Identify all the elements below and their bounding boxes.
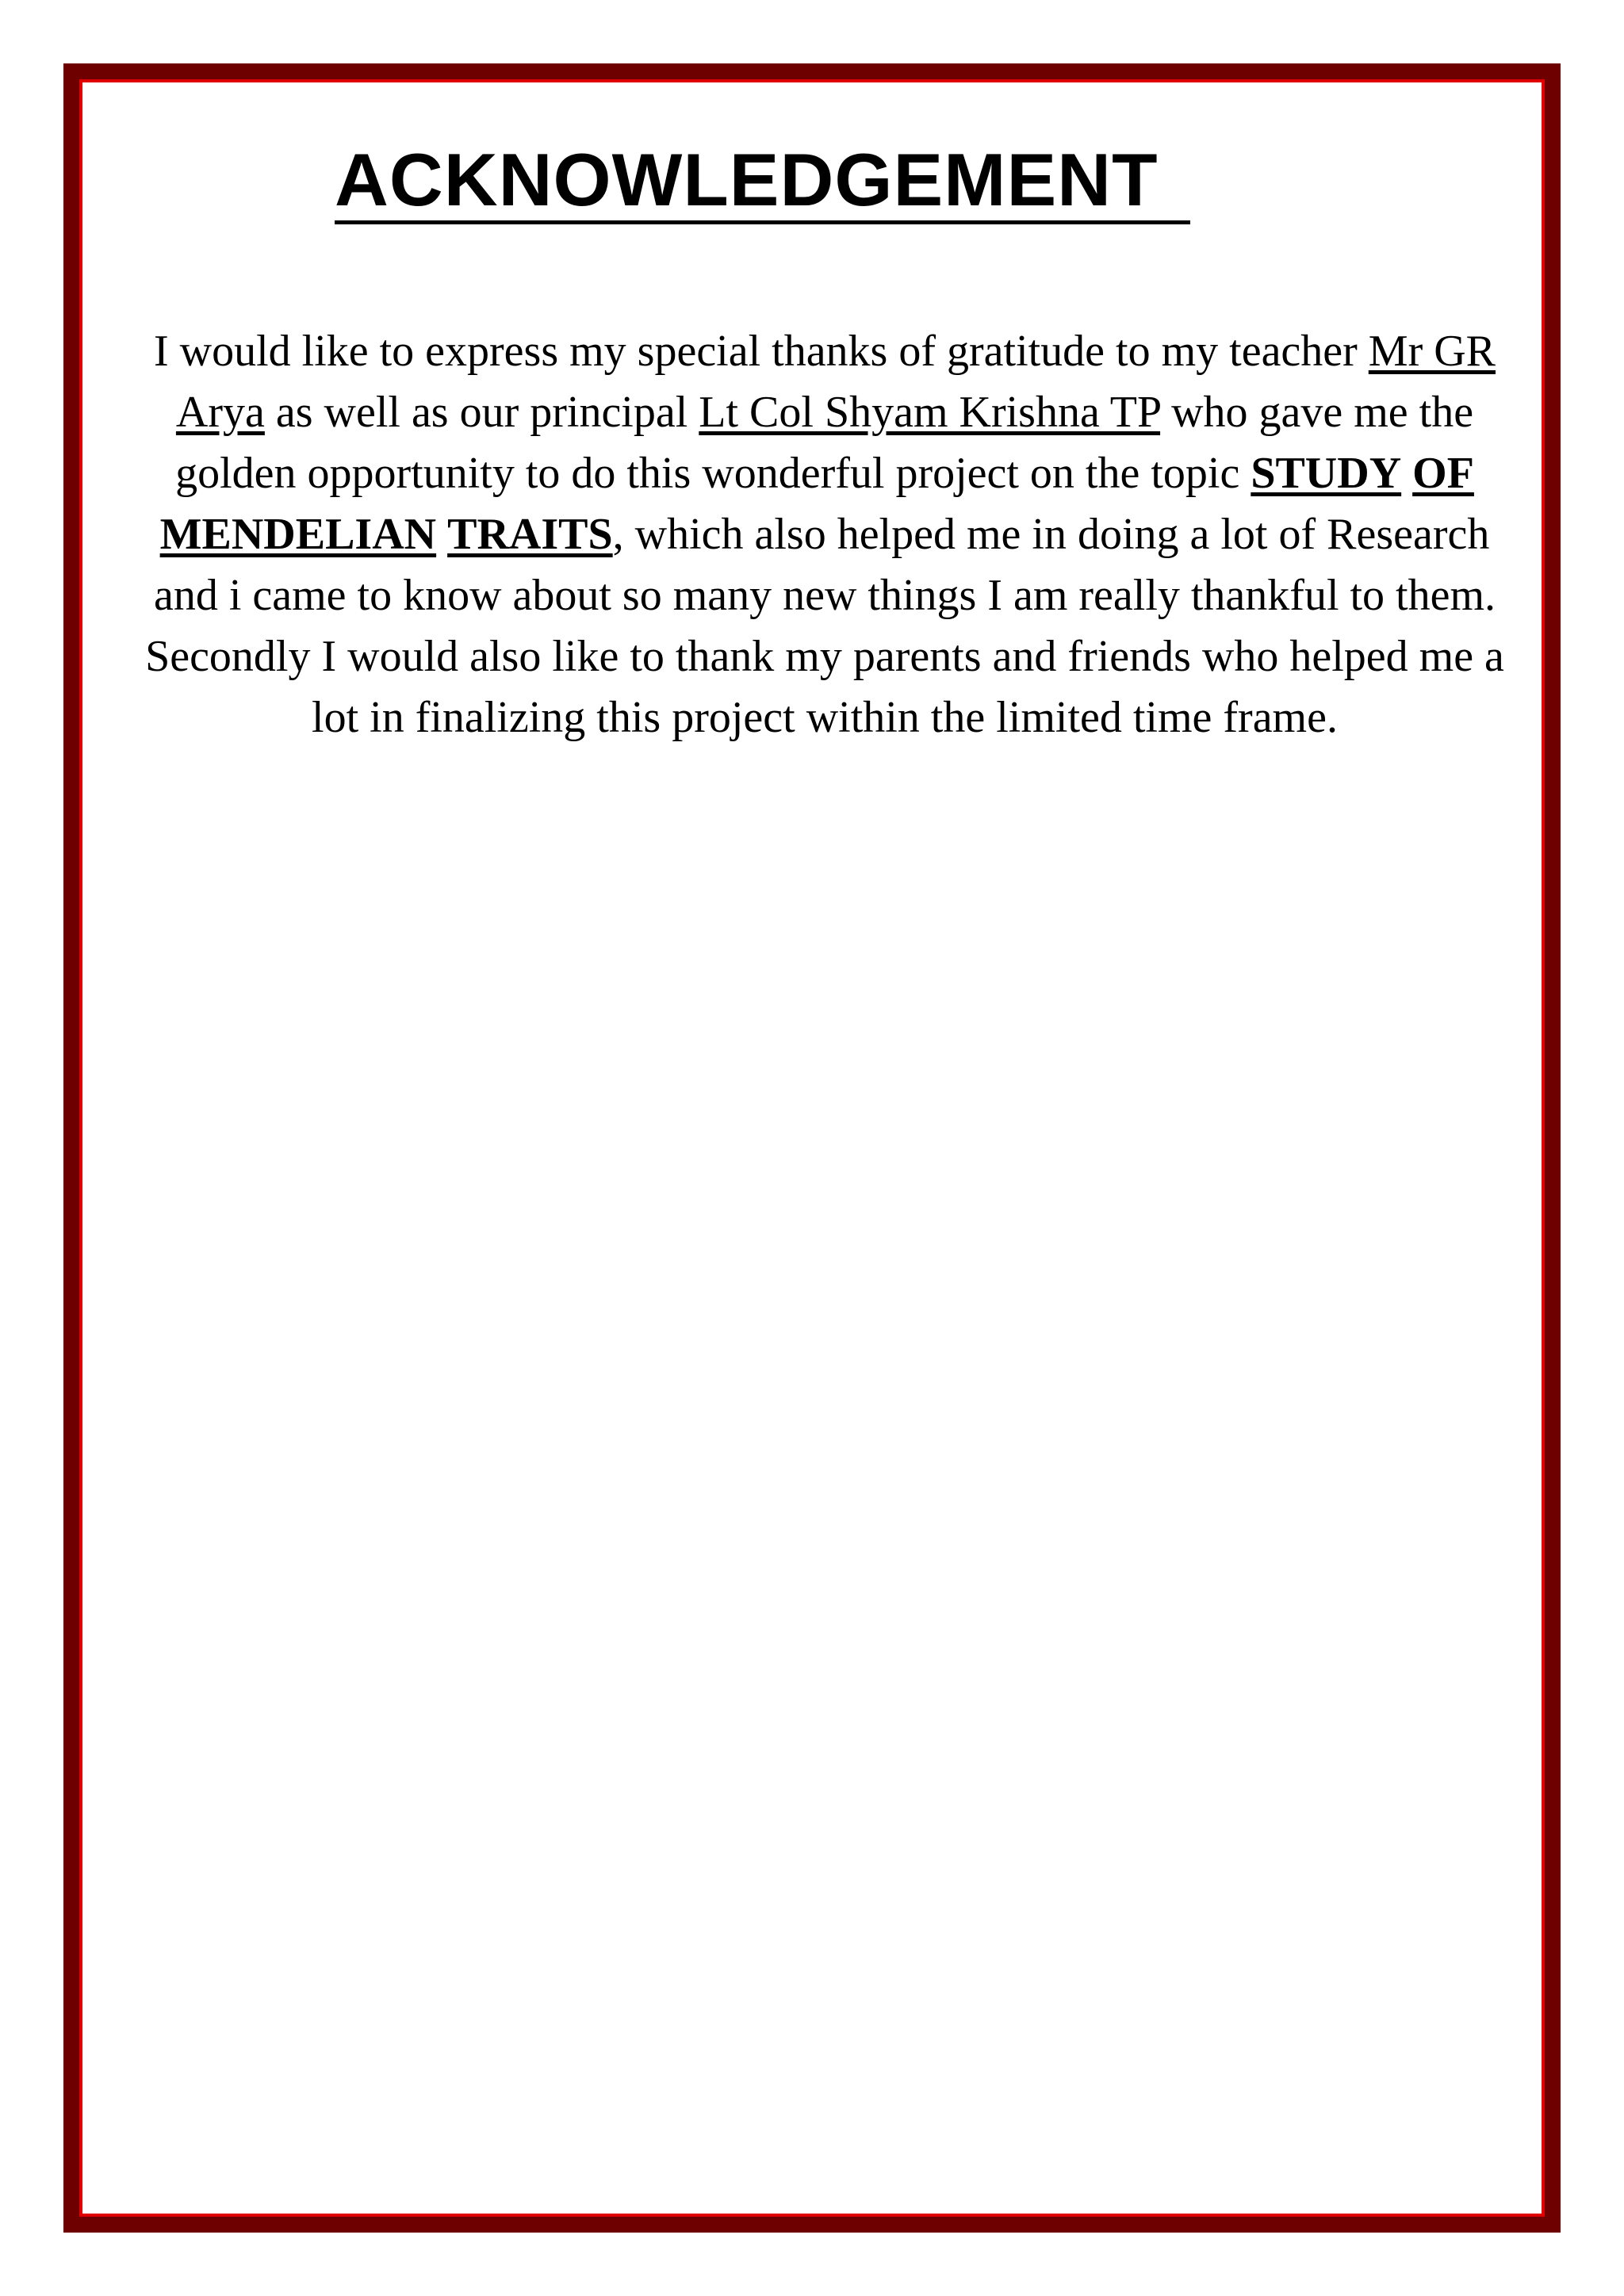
page-border bbox=[63, 63, 1561, 2233]
paragraph-thanks bbox=[135, 321, 1515, 626]
topic-comma: , bbox=[612, 510, 624, 559]
topic-word-of: OF bbox=[1412, 449, 1474, 498]
mid-text-2: who gave me the golden opportunity to do this wonderful project on the topic bbox=[175, 388, 1474, 498]
page-title: ACKNOWLEDGEMENT bbox=[335, 143, 1190, 224]
topic-word-study: STUDY bbox=[1251, 449, 1402, 498]
paragraph-secondly: Secondly I would also like to thank my parents and friends who helped me a lot in finalizing this project within the limited time frame. bbox=[145, 632, 1504, 742]
principal-name: Lt Col Shyam Krishna TP bbox=[699, 388, 1161, 437]
mid-text-1: as well as our principal bbox=[275, 388, 688, 437]
rest-text: which also helped me in doing a lot of Research and i came to know about so many new things I am really thankful to them. bbox=[153, 510, 1496, 620]
intro-text: I would like to express my special thanks of gratitude to my teacher bbox=[153, 327, 1358, 376]
topic-word-mendelian: MENDELIAN bbox=[159, 510, 437, 559]
topic-word-traits: TRAITS bbox=[447, 510, 613, 559]
teacher-name: Mr GR Arya bbox=[175, 327, 1496, 437]
acknowledgement-body bbox=[135, 321, 1515, 748]
